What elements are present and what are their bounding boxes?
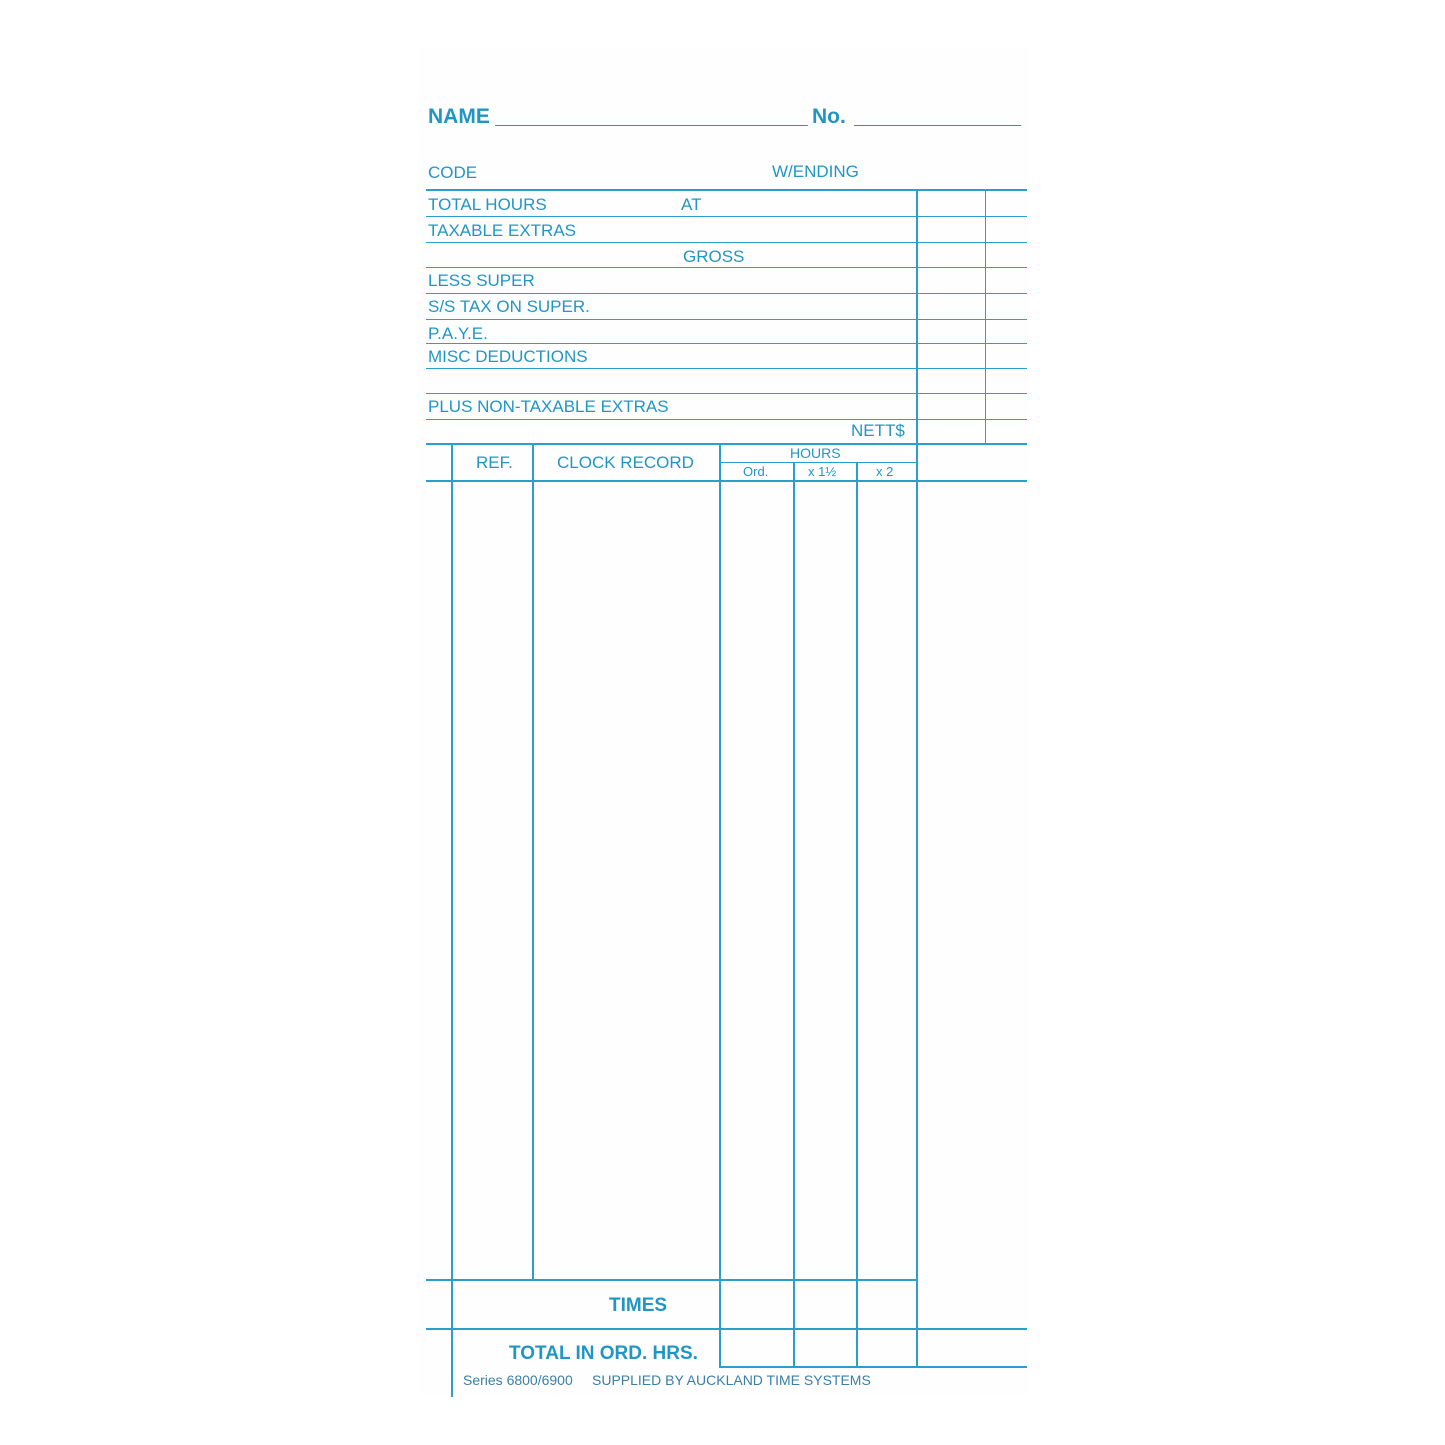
x2-header: x 2	[876, 464, 894, 479]
bottom-rule	[719, 1366, 1027, 1368]
rule	[426, 293, 1027, 294]
taxable-extras-label: TAXABLE EXTRAS	[428, 221, 577, 240]
total-hours-label: TOTAL HOURS	[428, 195, 547, 214]
supplied-by-label: SUPPLIED BY AUCKLAND TIME SYSTEMS	[592, 1372, 871, 1388]
paye-label: P.A.Y.E.	[428, 324, 488, 343]
series-label: Series 6800/6900	[463, 1372, 573, 1388]
gross-label: GROSS	[683, 247, 745, 266]
name-label: NAME	[428, 105, 490, 128]
rule	[426, 267, 1027, 268]
x2-col-line	[916, 443, 918, 1368]
rule	[426, 443, 1027, 445]
hours-header: HOURS	[790, 445, 841, 461]
clock-col-line	[719, 443, 721, 1368]
ord-header: Ord.	[743, 464, 769, 479]
ref-header: REF.	[476, 453, 513, 472]
times-label: TIMES	[609, 1295, 668, 1316]
total-rule	[426, 1328, 1027, 1330]
table-header-rule	[426, 480, 1027, 482]
name-underline	[495, 125, 808, 126]
w-ending-label: W/ENDING	[772, 162, 859, 181]
rule	[426, 242, 1027, 243]
ref-col-line	[532, 443, 534, 1281]
rule	[426, 319, 1027, 320]
ss-tax-label: S/S TAX ON SUPER.	[428, 297, 590, 316]
hours-sub-rule	[720, 462, 918, 463]
rule	[426, 189, 1027, 191]
summary-col-line	[916, 189, 918, 445]
total-ord-hrs-label: TOTAL IN ORD. HRS.	[509, 1343, 698, 1364]
rule	[426, 393, 1027, 394]
netts-label: NETT$	[851, 421, 905, 440]
less-super-label: LESS SUPER	[428, 271, 535, 290]
rule	[426, 419, 1027, 420]
misc-deductions-label: MISC DEDUCTIONS	[428, 347, 588, 366]
code-label: CODE	[428, 163, 478, 182]
no-label: No.	[812, 105, 846, 128]
at-label: AT	[681, 195, 702, 214]
rule	[426, 368, 1027, 369]
x1half-col-line	[856, 462, 858, 1368]
no-underline	[854, 125, 1021, 126]
ord-col-line	[793, 462, 795, 1368]
x1half-header: x 1½	[808, 464, 837, 479]
times-rule	[426, 1279, 918, 1281]
rule	[426, 216, 1027, 217]
rule	[426, 343, 1027, 344]
table-left-line	[451, 443, 453, 1397]
clock-record-header: CLOCK RECORD	[557, 453, 694, 472]
plus-non-taxable-label: PLUS NON-TAXABLE EXTRAS	[428, 397, 669, 416]
summary-col-line	[985, 189, 986, 444]
